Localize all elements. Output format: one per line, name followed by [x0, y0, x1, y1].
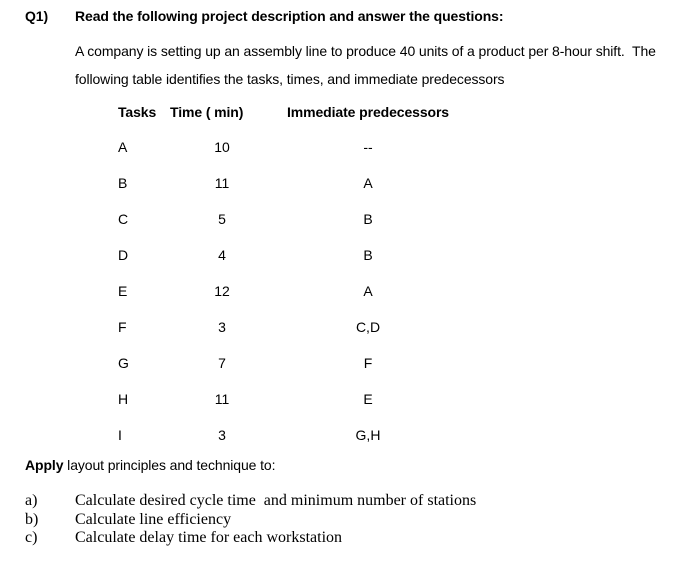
- subquestion-label: b): [25, 510, 39, 528]
- time-cell: 3: [218, 319, 226, 335]
- table-row: [118, 247, 458, 283]
- time-column-header: Time ( min): [170, 104, 244, 120]
- predecessor-cell: --: [363, 139, 373, 155]
- predecessor-cell: C,D: [355, 319, 381, 335]
- predecessor-cell: A: [363, 283, 373, 299]
- predecessor-cell: F: [363, 355, 373, 371]
- table-row: [118, 355, 458, 391]
- task-cell: E: [118, 283, 128, 299]
- subquestion-text: Calculate delay time for each workstation: [75, 529, 343, 546]
- table-row: [118, 139, 458, 175]
- subquestion: [25, 511, 476, 530]
- task-cell: G: [118, 355, 129, 371]
- predecessor-cell: E: [363, 391, 373, 407]
- task-cell: B: [118, 175, 128, 191]
- subquestion-text: Calculate line efficiency: [75, 510, 232, 528]
- question-header-row: [25, 8, 503, 24]
- apply-instruction: [25, 457, 275, 473]
- predecessor-cell: G,H: [355, 427, 381, 443]
- subquestion-label: c): [25, 529, 38, 546]
- subquestion-label: a): [25, 492, 38, 509]
- table-row: [118, 283, 458, 319]
- subquestion: [25, 529, 476, 548]
- task-cell: H: [118, 391, 129, 407]
- question-number: Q1): [25, 8, 49, 24]
- tasks-column-header: Tasks: [118, 104, 157, 120]
- subquestion-list: [25, 492, 476, 548]
- predecessor-cell: B: [363, 247, 373, 263]
- subquestion-text: Calculate desired cycle time and minimum number of stations: [75, 492, 477, 509]
- time-cell: 11: [214, 175, 230, 191]
- task-table: [118, 104, 458, 463]
- predecessor-cell: A: [363, 175, 373, 191]
- predecessor-cell: B: [363, 211, 373, 227]
- task-cell: F: [118, 319, 127, 335]
- time-cell: 7: [218, 355, 226, 371]
- time-cell: 10: [214, 139, 230, 155]
- task-table-header-row: [118, 104, 458, 139]
- subquestion: [25, 492, 476, 511]
- apply-keyword: Apply: [25, 457, 64, 473]
- task-cell: D: [118, 247, 129, 263]
- table-row: [118, 319, 458, 355]
- time-cell: 11: [214, 391, 230, 407]
- task-table-body: [118, 139, 458, 463]
- time-cell: 12: [214, 283, 230, 299]
- project-description: A company is setting up an assembly line to produce 40 units of a product per 8-hour shift. The following table identifies the tasks, times, and immediate predecessors: [75, 43, 660, 87]
- task-cell: I: [118, 427, 122, 443]
- task-cell: A: [118, 139, 128, 155]
- time-cell: 5: [218, 211, 226, 227]
- time-cell: 4: [218, 247, 226, 263]
- predecessors-column-header: Immediate predecessors: [287, 104, 449, 120]
- table-row: [118, 391, 458, 427]
- time-cell: 3: [218, 427, 226, 443]
- table-row: [118, 175, 458, 211]
- apply-instruction-text: layout principles and technique to:: [63, 457, 276, 473]
- table-row: [118, 211, 458, 247]
- task-cell: C: [118, 211, 129, 227]
- question-heading: Read the following project description and answer the questions:: [75, 8, 504, 24]
